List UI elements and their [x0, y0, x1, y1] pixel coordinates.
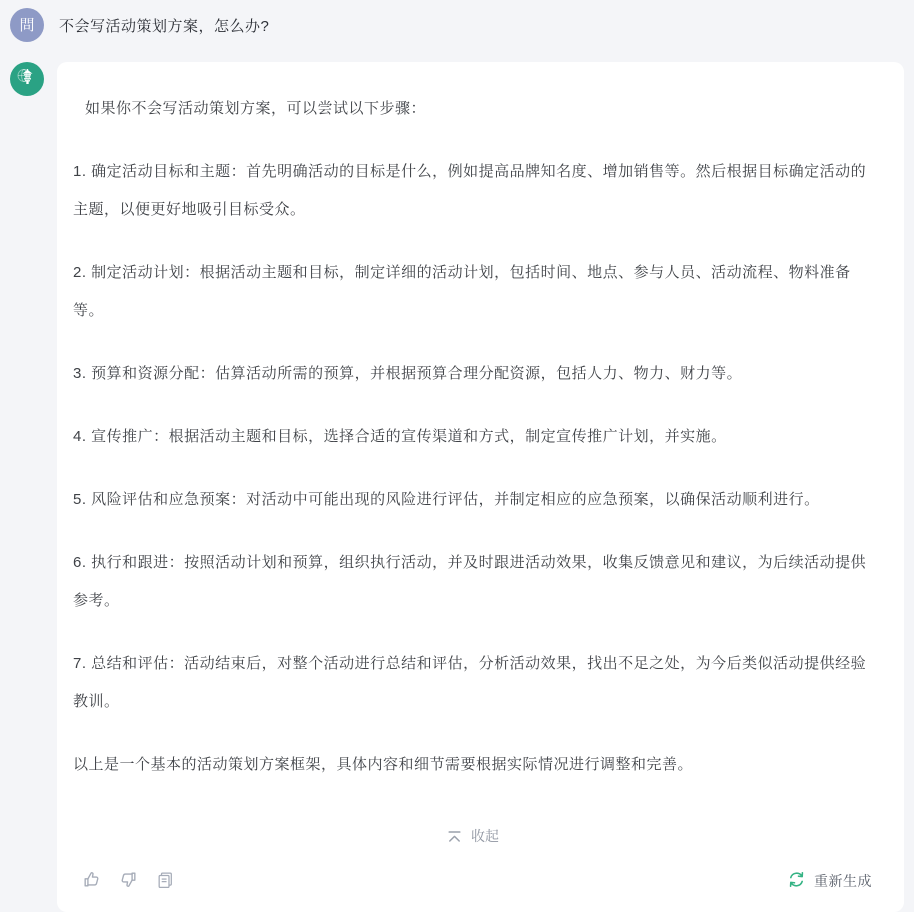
- copy-button[interactable]: [155, 871, 175, 891]
- collapse-up-icon: [446, 828, 463, 845]
- answer-paragraph: 6. 执行和跟进：按照活动计划和预算，组织执行活动，并及时跟进活动效果，收集反馈意见和建议，为后续活动提供参考。: [73, 554, 867, 609]
- user-avatar: [10, 8, 44, 42]
- answer-paragraph: 3. 预算和资源分配：估算活动所需的预算，并根据预算合理分配资源，包括人力、物力、财力等。: [73, 365, 743, 382]
- answer-row: [0, 62, 914, 912]
- copy-icon: [156, 870, 175, 892]
- answer-paragraph: 1. 确定活动目标和主题：首先明确活动的目标是什么，例如提高品牌知名度、增加销售等。然后根据目标确定活动的主题，以便更好地吸引目标受众。: [73, 163, 867, 218]
- bot-avatar: [10, 62, 44, 96]
- question-text: 不会写活动策划方案，怎么办?: [59, 17, 270, 35]
- regenerate-button[interactable]: [787, 870, 872, 892]
- thumbs-down-icon: [119, 870, 138, 892]
- collapse-button[interactable]: [446, 826, 499, 846]
- actions-row: [73, 870, 872, 892]
- question-row: [0, 0, 914, 42]
- answer-paragraph: 5. 风险评估和应急预案：对活动中可能出现的风险进行评估，并制定相应的应急预案，以确保活动顺利进行。: [73, 491, 820, 508]
- answer-paragraph: 2. 制定活动计划：根据活动主题和目标，制定详细的活动计划，包括时间、地点、参与人员、活动流程、物料准备等。: [73, 264, 851, 319]
- collapse-row: [73, 826, 872, 846]
- thumbs-down-button[interactable]: [118, 871, 138, 891]
- feedback-actions: [81, 871, 175, 891]
- thumbs-up-button[interactable]: [81, 871, 101, 891]
- collapse-label: 收起: [471, 828, 499, 844]
- answer-paragraph: 7. 总结和评估：活动结束后，对整个活动进行总结和评估，分析活动效果，找出不足之处，为今后类似活动提供经验教训。: [73, 655, 867, 710]
- pagoda-logo-icon: [16, 66, 38, 93]
- refresh-icon: [787, 870, 806, 892]
- regenerate-label: 重新生成: [814, 873, 872, 889]
- answer-closing: 以上是一个基本的活动策划方案框架，具体内容和细节需要根据实际情况进行调整和完善。: [73, 756, 694, 773]
- answer-steps: [73, 153, 872, 721]
- question-badge-icon: 問: [19, 16, 35, 34]
- thumbs-up-icon: [82, 870, 101, 892]
- answer-intro: 如果你不会写活动策划方案，可以尝试以下步骤：: [85, 100, 427, 117]
- answer-card: [57, 62, 904, 912]
- answer-paragraph: 4. 宣传推广：根据活动主题和目标，选择合适的宣传渠道和方式，制定宣传推广计划，并实施。: [73, 428, 727, 445]
